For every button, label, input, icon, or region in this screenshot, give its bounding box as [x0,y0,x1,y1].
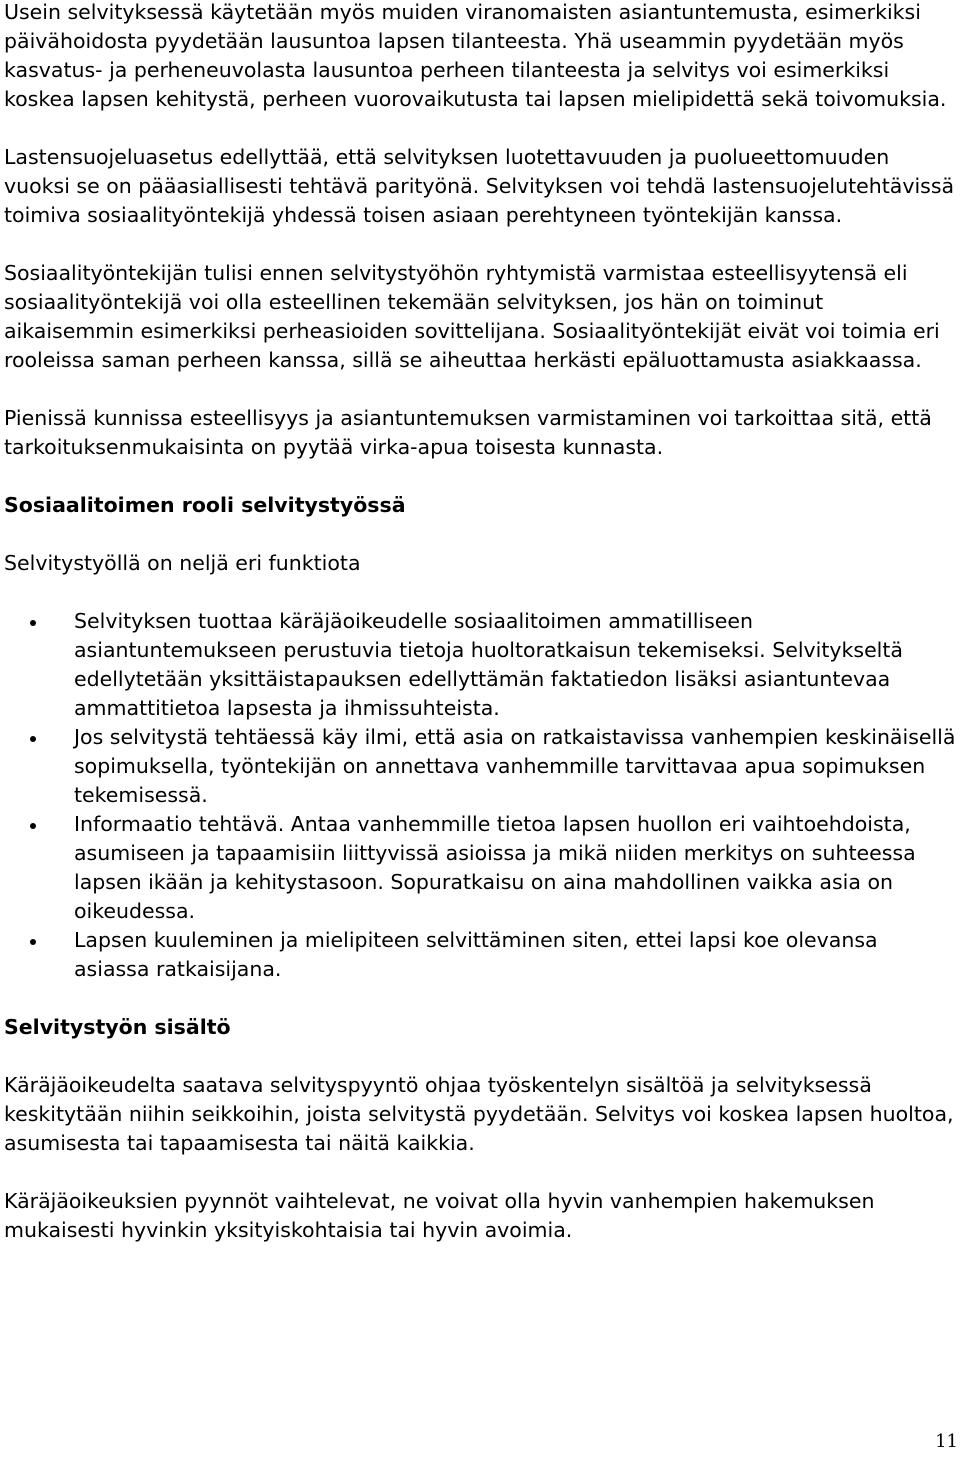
list-item-text: Selvityksen tuottaa käräjäoikeudelle sosiaalitoimen ammatilliseen asiantuntemukseen perustuvia tietoja huoltoratkaisun tekemiseksi. Selvitykseltä edellytetään yksittäistapauksen edellyttämän faktatiedon lisäksi asiantuntevaa ammattitietoa lapsesta ja ihmissuhteista. [74,609,903,720]
page-number: 11 [935,1431,958,1452]
paragraph-court-request: Käräjäoikeudelta saatava selvityspyyntö ohjaa työskentelyn sisältöä ja selvityksessä keskitytään niihin seikkoihin, joista selvitystä pyydetään. Selvitys voi koskea lapsen huoltoa, asumisesta tai tapaamisesta tai näitä kaikkia. [4,1073,954,1155]
paragraph-small-municipalities: Pienissä kunnissa esteellisyys ja asiantuntemuksen varmistaminen voi tarkoittaa sitä, että tarkoituksenmukaisinta on pyytää virka-apua toisesta kunnasta. [4,406,932,459]
list-item [4,723,956,810]
bullet-icon [30,823,36,829]
section-heading-investigation-content: Selvitystyön sisältö [4,1015,231,1039]
list-item [4,810,956,926]
functions-list [4,607,956,984]
list-item [4,926,956,984]
paragraph-court-requests-vary: Käräjäoikeuksien pyynnöt vaihtelevat, ne voivat olla hyvin vanhempien hakemuksen mukaisesti hyvinkin yksityiskohtaisia tai hyvin avoimia. [4,1189,875,1242]
paragraph-disqualification: Sosiaalityöntekijän tulisi ennen selvitystyöhön ryhtymistä varmistaa esteellisyytensä eli sosiaalityöntekijä voi olla esteellinen tekemään selvityksen, jos hän on toiminut aikaisemmin esimerkiksi perheasioiden sovittelijana. Sosiaalityöntekijät eivät voi toimia eri rooleissa saman perheen kanssa, sillä se aiheuttaa herkästi epäluottamusta asiakkaassa. [4,261,940,372]
bullet-icon [30,736,36,742]
bullet-icon [30,620,36,626]
list-item-text: Informaatio tehtävä. Antaa vanhemmille tietoa lapsen huollon eri vaihtoehdoista, asumiseen ja tapaamisiin liittyvissä asioissa ja mikä niiden merkitys on suhteessa lapsen ikään ja kehitystasoon. Sopuratkaisu on aina mahdollinen vaikka asia on oikeudessa. [74,812,916,923]
list-item-text: Jos selvitystä tehtäessä käy ilmi, että asia on ratkaistavissa vanhempien keskinäisellä sopimuksella, työntekijän on annettava vanhemmille tarvittavaa apua sopimuksen tekemisessä. [74,725,956,807]
document-body [4,0,956,1274]
section-heading-social-services-role: Sosiaalitoimen rooli selvitystyössä [4,493,406,517]
paragraph-expert-opinions: Usein selvityksessä käytetään myös muiden viranomaisten asiantuntemusta, esimerkiksi päivähoidosta pyydetään lausuntoa lapsen tilanteesta. Yhä useammin pyydetään myös kasvatus- ja perheneuvolasta lausuntoa perheen tilanteesta ja selvitys voi esimerkiksi koskea lapsen kehitystä, perheen vuorovaikutusta tai lapsen mielipidettä sekä toivomuksia. [4,0,947,111]
functions-intro: Selvitystyöllä on neljä eri funktiota [4,551,361,575]
bullet-icon [30,939,36,945]
paragraph-pair-work: Lastensuojeluasetus edellyttää, että selvityksen luotettavuuden ja puolueettomuuden vuoksi se on pääasiallisesti tehtävä parityönä. Selvityksen voi tehdä lastensuojelutehtävissä toimiva sosiaalityöntekijä yhdessä toisen asiaan perehtyneen työntekijän kanssa. [4,145,955,227]
list-item-text: Lapsen kuuleminen ja mielipiteen selvittäminen siten, ettei lapsi koe olevansa asiassa ratkaisijana. [74,928,878,981]
list-item [4,607,956,723]
